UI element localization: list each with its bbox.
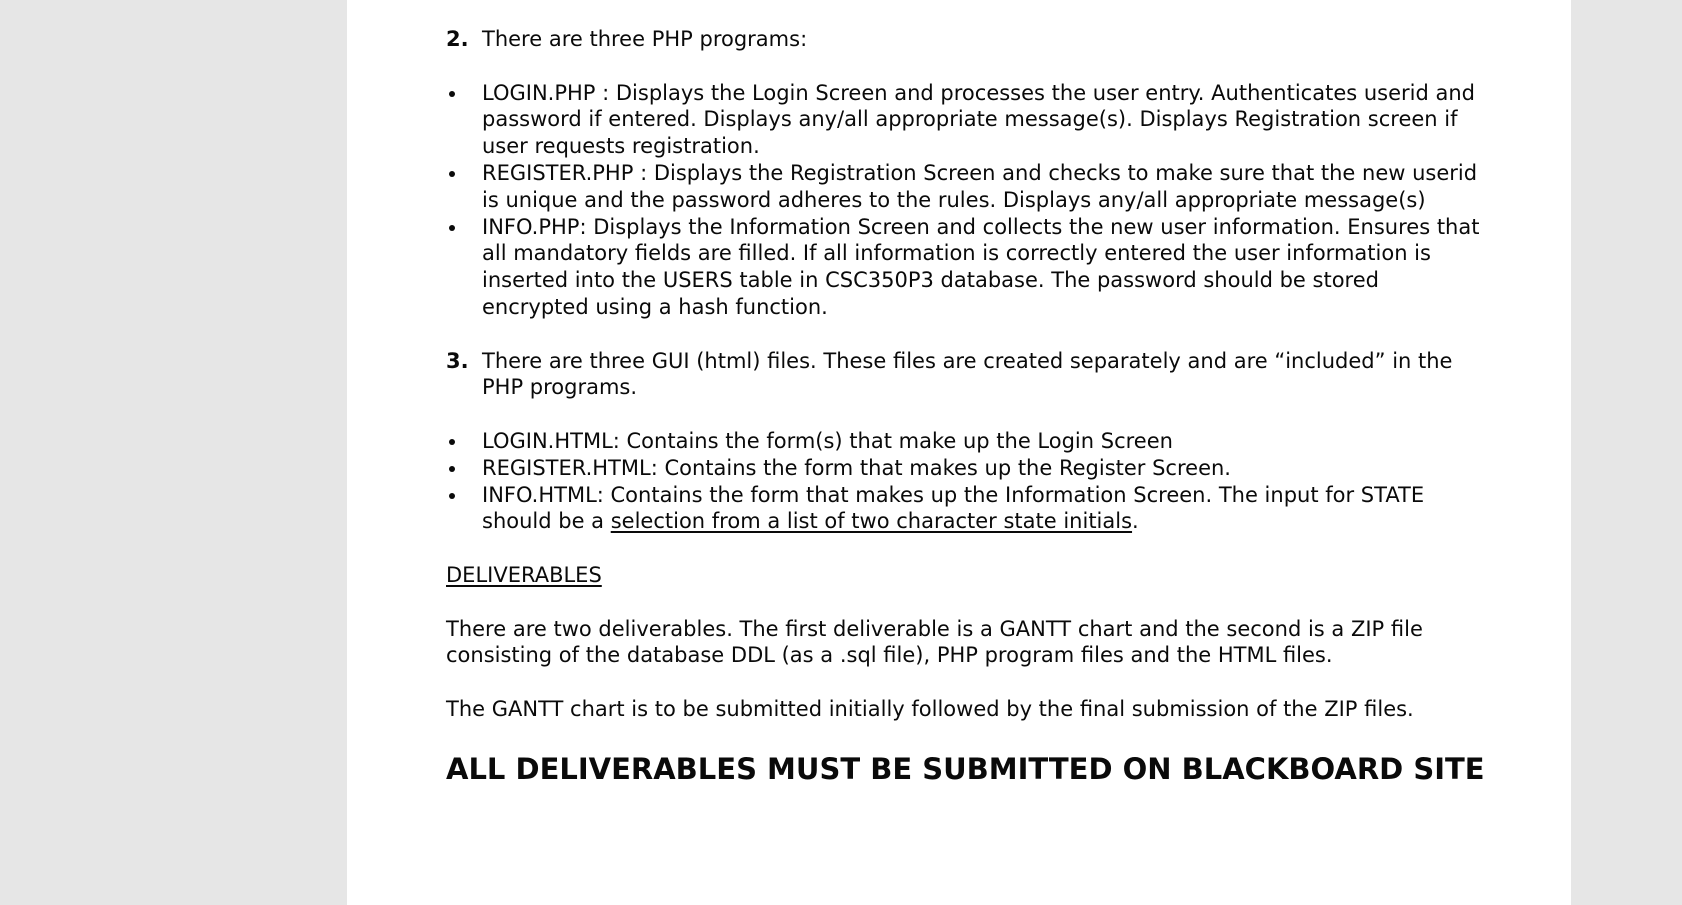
page-content <box>446 26 1486 787</box>
bullet-icon <box>446 428 482 455</box>
register-php-description: REGISTER.PHP : Displays the Registration Screen and checks to make sure that the new userid is unique and the password adheres to the rules. Displays any/all appropriate message(s) <box>482 160 1478 212</box>
document-page <box>347 0 1571 905</box>
html-files-list <box>446 428 1486 535</box>
info-html-text: INFO.HTML: Contains the form that makes up the Information Screen. The input for STATE should be a <box>482 482 1425 534</box>
list-item <box>446 80 1486 160</box>
section-3 <box>446 348 1486 402</box>
section-2-text: There are three PHP programs: <box>482 27 808 51</box>
deliverables-paragraph-1: There are two deliverables. The first deliverable is a GANTT chart and the second is a ZIP file consisting of the database DDL (as a .sql file), PHP program files and the HTML files. <box>446 616 1423 668</box>
list-item <box>446 455 1486 482</box>
login-php-description: LOGIN.PHP : Displays the Login Screen and processes the user entry. Authenticates userid and password if entered. Displays any/all appropriate message(s). Displays Registration screen if user requests registration. <box>482 80 1476 159</box>
login-html-description: LOGIN.HTML: Contains the form(s) that make up the Login Screen <box>482 428 1173 453</box>
register-html-description: REGISTER.HTML: Contains the form that makes up the Register Screen. <box>482 455 1231 480</box>
info-php-description: INFO.PHP: Displays the Information Screen and collects the new user information. Ensures that all mandatory fields are filled. If all information is correctly entered the user information is inserted into the USERS table in CSC350P3 database. The password should be stored encrypted using a hash function. <box>482 214 1480 319</box>
info-html-description <box>482 482 1486 536</box>
bullet-icon <box>446 455 482 482</box>
list-item <box>446 214 1486 321</box>
deliverables-heading: DELIVERABLES <box>446 562 602 587</box>
section-2-number: 2. <box>446 27 469 51</box>
list-item <box>446 482 1486 536</box>
section-3-number: 3. <box>446 348 469 373</box>
bullet-icon <box>446 160 482 214</box>
section-3-text: There are three GUI (html) files. These files are created separately and are “included” in the PHP programs. <box>482 348 1453 400</box>
bullet-icon <box>446 80 482 160</box>
deliverables-paragraph-2: The GANTT chart is to be submitted initially followed by the final submission of the ZIP files. <box>446 696 1414 721</box>
info-html-suffix: . <box>1132 509 1139 534</box>
php-programs-list <box>446 80 1486 321</box>
list-item <box>446 160 1486 214</box>
list-item <box>446 428 1486 455</box>
section-2 <box>446 26 1486 53</box>
bullet-icon <box>446 214 482 321</box>
state-selection-emphasis: selection from a list of two character state initials <box>610 509 1133 534</box>
submission-notice: ALL DELIVERABLES MUST BE SUBMITTED ON BLACKBOARD SITE <box>446 751 1485 786</box>
bullet-icon <box>446 482 482 536</box>
